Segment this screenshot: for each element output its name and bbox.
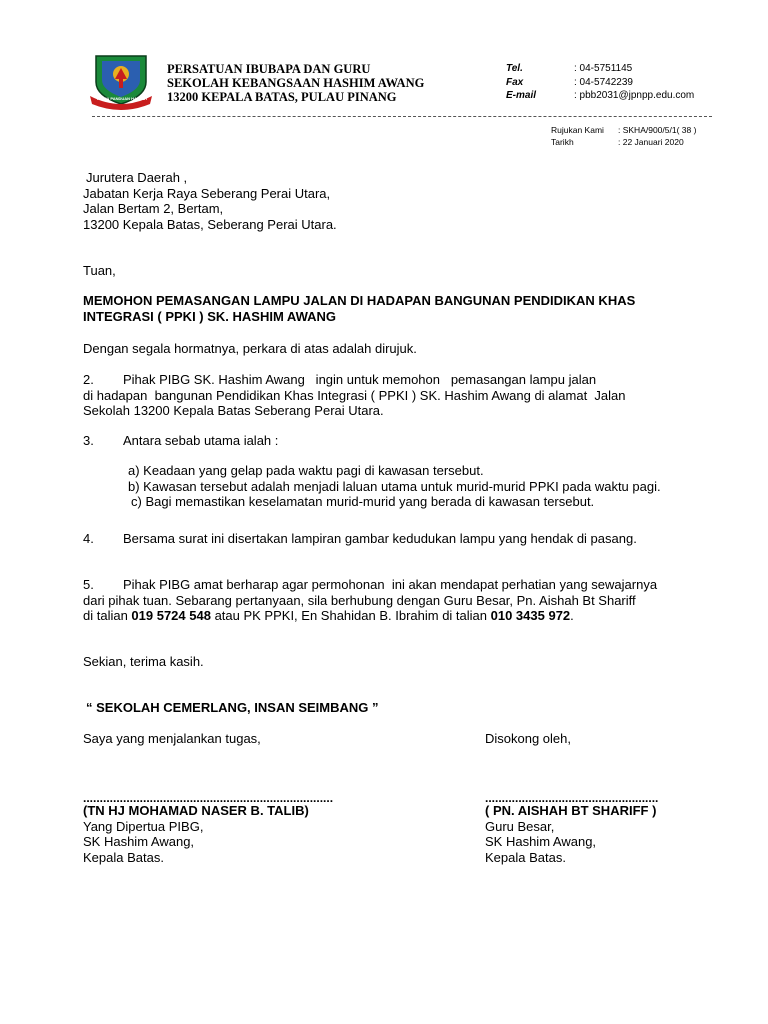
paragraph-2 [83,372,713,419]
tel-value: : 04-5751145 [574,63,633,74]
org-name-line2: SEKOLAH KEBANGSAAN HASHIM AWANG [167,76,425,90]
letterhead-organization [167,62,424,104]
contact-values [574,62,694,103]
reason-list [128,463,661,510]
tel-label: Tel. [506,63,523,74]
subject-line1: MEMOHON PEMASANGAN LAMPU JALAN DI HADAPAN BANGUNAN PENDIDIKAN KHAS [83,293,636,308]
left-signatory-org: SK Hashim Awang, [83,834,195,849]
paragraph-2-line2: di hadapan bangunan Pendidikan Khas Integrasi ( PPKI ) SK. Hashim Awang di alamat Jalan [83,387,626,403]
paragraph-4: Bersama surat ini disertakan lampiran gambar kedudukan lampu yang hendak di pasang. [123,531,637,546]
left-signatory-name: (TN HJ MOHAMAD NASER B. TALIB) [83,803,309,818]
paragraph-2-line3: Sekolah 13200 Kepala Batas Seberang Perai Utara. [83,403,384,418]
recipient-line1: Jurutera Daerah , [86,170,188,185]
tarikh-label: Tarikh [551,137,574,147]
org-name-line1: PERSATUAN IBUBAPA DAN GURU [167,62,371,76]
closing-remark: Sekian, terima kasih. [83,654,204,669]
fax-label: Fax [506,76,524,88]
rujukan-label: Rujukan Kami [551,125,604,135]
right-signatory-org: SK Hashim Awang, [485,834,597,849]
subject-line2: INTEGRASI ( PPKI ) SK. HASHIM AWANG [83,308,337,324]
right-signatory-place: Kepala Batas. [485,849,566,865]
reference-labels [551,124,604,148]
tarikh-value: : 22 Januari 2020 [618,137,684,147]
salutation: Tuan, [83,263,116,278]
paragraph-2-number: 2. [83,372,94,387]
paragraph-5-line3 [83,608,723,624]
school-motto: “ SEKOLAH CEMERLANG, INSAN SEIMBANG ” [86,700,379,715]
fax-value: : 04-5742239 [574,76,633,88]
org-address-line: 13200 KEPALA BATAS, PULAU PINANG [167,90,397,104]
left-signatory-place: Kepala Batas. [83,849,164,865]
reason-c: c) Bagi memastikan keselamatan murid-murid yang berada di kawasan tersebut. [131,494,595,509]
subject-heading [83,293,635,324]
left-signatory-intro: Saya yang menjalankan tugas, [83,731,261,746]
paragraph-3-number: 3. [83,433,94,448]
rujukan-value: : SKHA/900/5/1( 38 ) [618,125,697,135]
paragraph-3: Antara sebab utama ialah : [123,433,279,448]
reason-a: a) Keadaan yang gelap pada waktu pagi di kawasan tersebut. [128,463,484,478]
logo-ribbon-text: TANPA PANDUAN HANYUT [96,96,148,101]
recipient-line2: Jabatan Kerja Raya Seberang Perai Utara, [83,185,331,201]
paragraph-2-line1: Pihak PIBG SK. Hashim Awang ingin untuk memohon pemasangan lampu jalan [123,372,597,387]
contact-labels [506,62,536,103]
right-signatory-intro: Disokong oleh, [485,731,571,746]
paragraph-5 [83,577,723,624]
left-signatory-block [83,791,334,865]
right-signature-line: .................................................... [485,791,659,805]
p5-line3-end: . [570,608,574,623]
p5-line3-middle: atau PK PPKI, En Shahidan B. Ibrahim di talian [210,608,491,623]
paragraph-5-number: 5. [83,577,94,592]
paragraph-5-line2: dari pihak tuan. Sebarang pertanyaan, sila berhubung dengan Guru Besar, Pn. Aishah Bt Shariff [83,592,636,608]
paragraph-1: Dengan segala hormatnya, perkara di atas adalah dirujuk. [83,341,417,356]
reason-b: b) Kawasan tersebut adalah menjadi laluan utama untuk murid-murid PPKI pada waktu pagi. [128,478,661,494]
recipient-address [83,170,337,232]
crest-icon [88,52,154,110]
school-crest-logo [88,52,154,110]
recipient-line4: 13200 Kepala Batas, Seberang Perai Utara. [83,216,337,232]
header-divider [92,116,712,117]
right-signatory-name: ( PN. AISHAH BT SHARIFF ) [485,803,657,818]
email-label: E-mail [506,90,537,101]
reference-values [618,124,696,148]
left-signature-line: ........................................................................... [83,791,334,805]
p5-line3-prefix: di talian [83,608,132,623]
phone-number-guru-besar: 019 5724 548 [131,608,211,623]
phone-number-pk-ppki: 010 3435 972 [490,608,571,623]
right-signatory-block [485,791,659,865]
paragraph-4-number: 4. [83,531,94,546]
email-value: : pbb2031@jpnpp.edu.com [574,90,695,101]
left-signatory-title: Yang Dipertua PIBG, [83,818,204,834]
paragraph-5-line1: Pihak PIBG amat berharap agar permohonan ini akan mendapat perhatian yang sewajarnya [123,577,658,592]
recipient-line3: Jalan Bertam 2, Bertam, [83,201,224,216]
right-signatory-title: Guru Besar, [485,818,555,834]
